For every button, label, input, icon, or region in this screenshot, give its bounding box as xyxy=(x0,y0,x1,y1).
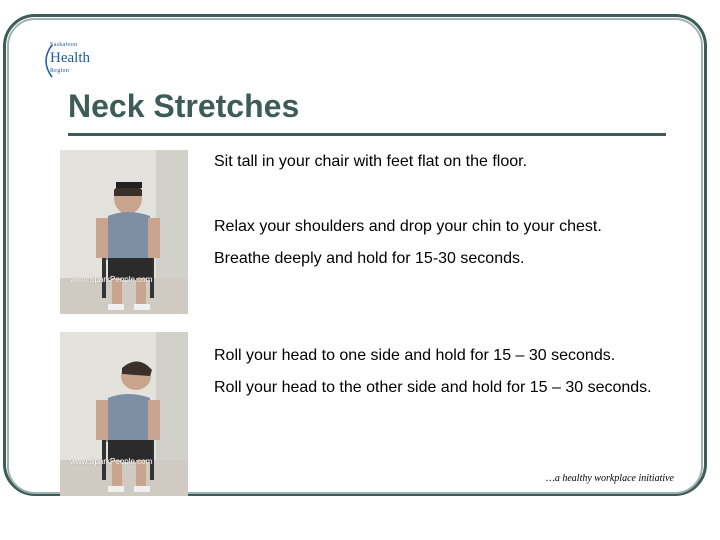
instruction-roll-one-side: Roll your head to one side and hold for 15 – 30 seconds. xyxy=(214,347,616,364)
person-seated-head-tilt-illustration xyxy=(60,332,188,496)
instruction-roll-other-side: Roll your head to the other side and hold for 15 – 30 seconds. xyxy=(214,379,652,396)
logo-line-3: Region xyxy=(50,68,70,74)
title-underline xyxy=(68,133,666,136)
instruction-breathe-hold: Breathe deeply and hold for 15-30 seconds. xyxy=(214,250,525,267)
photo-watermark: www.SparkPeople.com xyxy=(70,457,153,466)
slide-title: Neck Stretches xyxy=(68,88,300,124)
photo-chin-to-chest xyxy=(60,150,188,314)
saskatoon-health-region-logo xyxy=(44,40,100,80)
instruction-sit-tall: Sit tall in your chair with feet flat on the floor. xyxy=(214,153,528,170)
instruction-drop-chin: Relax your shoulders and drop your chin to your chest. xyxy=(214,218,602,235)
logo-line-2: Health xyxy=(50,50,90,66)
photo-head-roll xyxy=(60,332,188,496)
logo-line-1: Saskatoon xyxy=(50,42,78,48)
footer-tagline: …a healthy workplace initiative xyxy=(545,473,674,484)
person-seated-chin-down-illustration xyxy=(60,150,188,314)
photo-watermark: www.SparkPeople.com xyxy=(70,275,153,284)
